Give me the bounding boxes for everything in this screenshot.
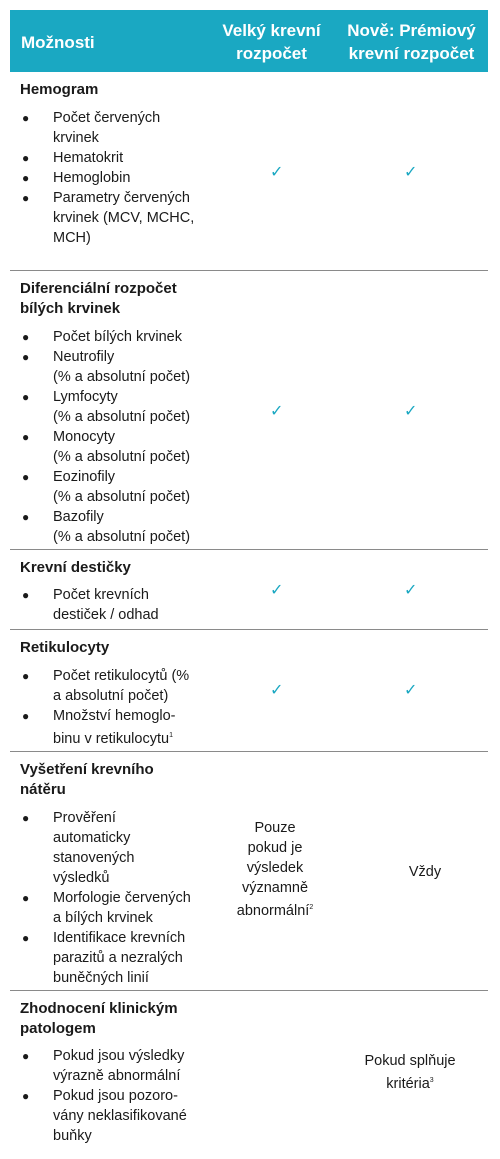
list-item: ● Pokud jsou výsledky výrazně abnormální [22, 1048, 185, 1084]
list-item: ● Bazofily (% a absolutní počet) [22, 509, 191, 545]
list-item: ● Množství hemoglo- binu v retikulocytu$^1$ [22, 708, 176, 747]
section-title: Retikulocyty [20, 639, 110, 656]
header-premium-panel: Nově: Prémiový krevní rozpočet [347, 21, 476, 63]
section-title: Hemogram [20, 81, 99, 98]
section-platelets [10, 550, 488, 630]
check-icon: ✓ [404, 582, 418, 599]
section-title: Vyšetření krevního nátěru [20, 761, 154, 798]
large-panel-note: Pouze pokud je výsledek významně abnormální$^2$ [236, 820, 314, 919]
bullet-list [20, 585, 220, 625]
check-icon: ✓ [404, 164, 418, 181]
list-item: ● Parametry červených krvinek (MCV, MCHC, MCH) [22, 190, 195, 246]
check-icon: ✓ [404, 682, 418, 699]
section-title: Diferenciální rozpočet bílých krvinek [20, 280, 177, 317]
bullet-list [20, 808, 220, 988]
list-item: ● Monocyty (% a absolutní počet) [22, 429, 191, 465]
section-differential [10, 271, 488, 550]
list-item: ● Hematokrit [22, 150, 124, 166]
check-icon: ✓ [270, 682, 284, 699]
bullet-list [20, 108, 220, 248]
list-item: ● Neutrofily (% a absolutní počet) [22, 349, 191, 385]
list-item: ● Počet červených krvinek [22, 110, 161, 146]
premium-panel-note: Pokud splňuje kritéria$^3$ [364, 1053, 456, 1092]
section-title: Zhodnocení klinickým patologem [20, 1000, 178, 1037]
list-item: ● Hemoglobin [22, 170, 131, 186]
list-item: ● Lymfocyty (% a absolutní počet) [22, 389, 191, 425]
section-title: Krevní destičky [20, 559, 131, 576]
list-item: ● Počet bílých krvinek [22, 329, 182, 345]
bullet-list [20, 327, 220, 547]
list-item: ● Počet krevních destiček / odhad [22, 587, 159, 623]
section-blood-smear [10, 752, 488, 991]
check-icon: ✓ [270, 403, 284, 420]
section-pathologist-review [10, 991, 488, 1151]
list-item: ● Pokud jsou pozoro- vány neklasifikované buňky [22, 1088, 187, 1144]
section-reticulocytes [10, 630, 488, 752]
list-item: ● Morfologie červených a bílých krvinek [22, 890, 191, 926]
list-item: ● Identifikace krevních parazitů a nezralých buněčných linií [22, 930, 186, 986]
header-large-panel: Velký krevní rozpočet [222, 21, 321, 63]
bullet-list [20, 666, 220, 749]
list-item: ● Počet retikulocytů (% a absolutní počet) [22, 668, 190, 704]
section-hemogram [10, 72, 488, 271]
bullet-list [20, 1046, 220, 1146]
check-icon: ✓ [270, 164, 284, 181]
check-icon: ✓ [404, 403, 418, 420]
table-header [10, 10, 488, 72]
header-options: Možnosti [21, 33, 95, 52]
check-icon: ✓ [270, 582, 284, 599]
premium-panel-note: Vždy [408, 864, 442, 880]
list-item: ● Prověření automaticky stanovených výsledků [22, 810, 135, 886]
list-item: ● Eozinofily (% a absolutní počet) [22, 469, 191, 505]
